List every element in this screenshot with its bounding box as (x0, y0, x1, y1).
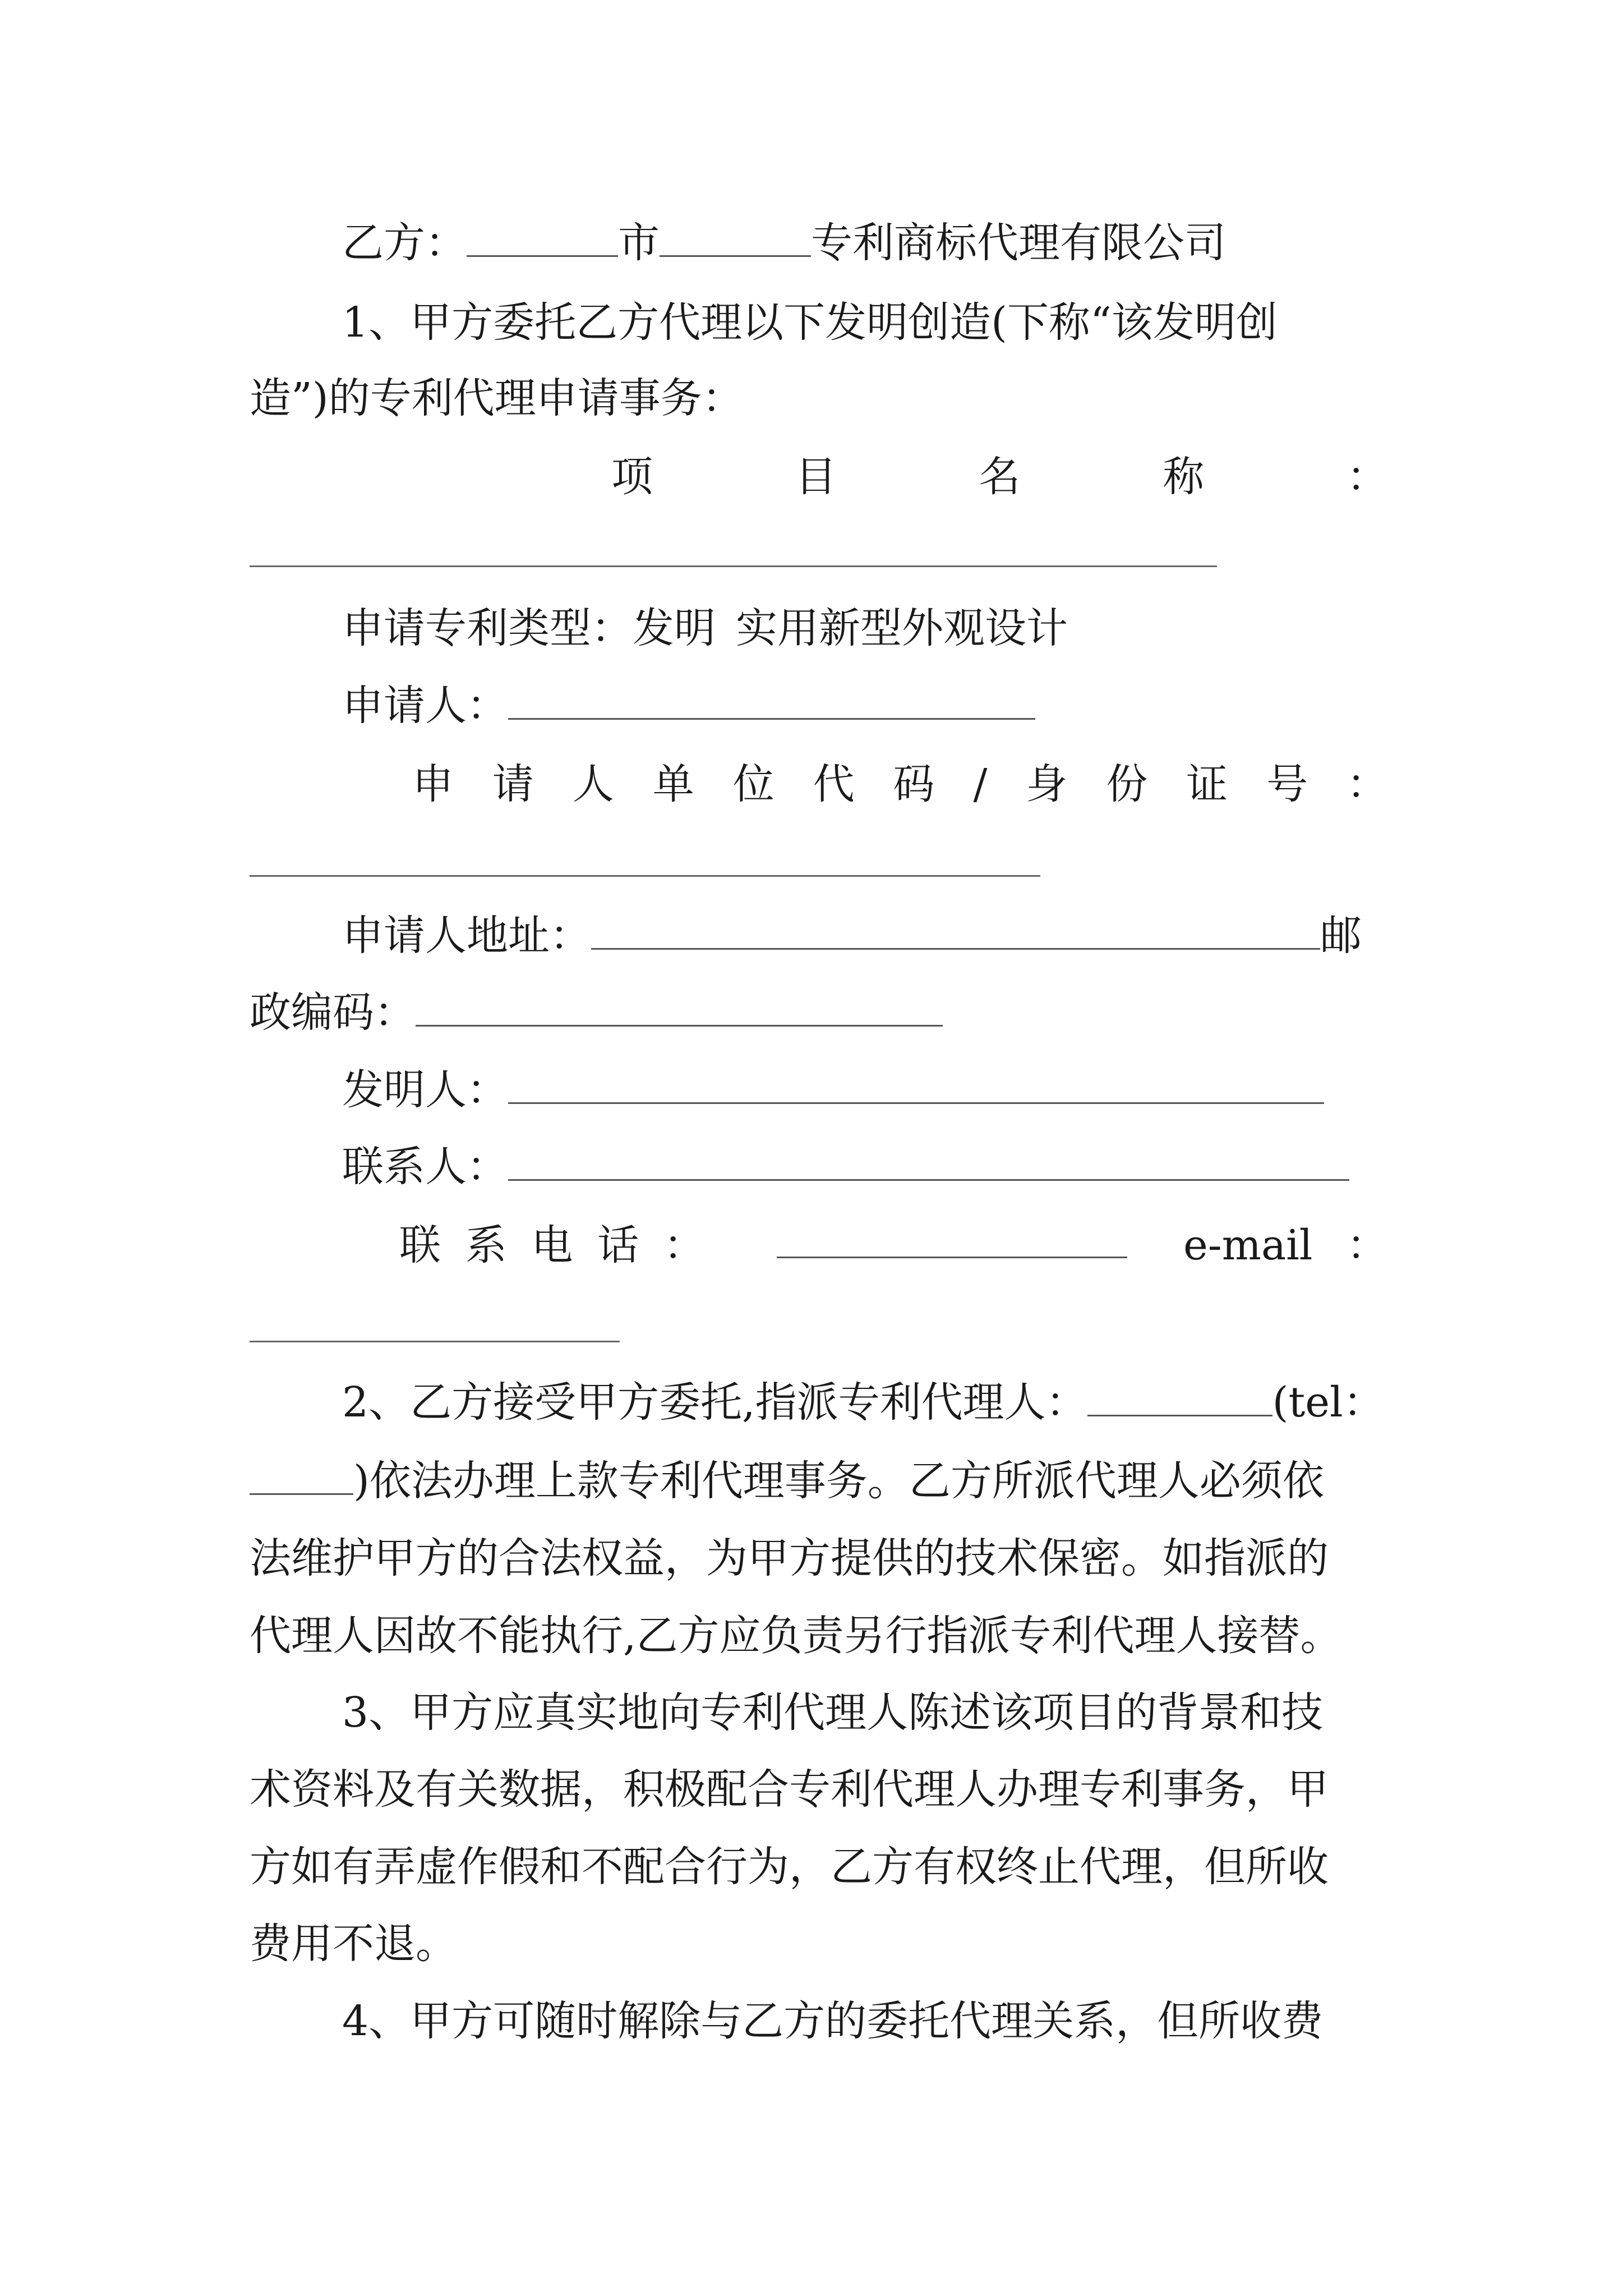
patent-type-line (342, 600, 1388, 656)
party-b-line (342, 215, 1388, 271)
applicant-id-char: 位 (732, 760, 774, 808)
agent-name-blank[interactable] (1087, 1375, 1272, 1416)
applicant-id-char: 人 (572, 760, 614, 808)
agent-tel-blank[interactable] (250, 1454, 353, 1495)
applicant-label: 申请人： (342, 682, 508, 730)
applicant-id-char: 申 (412, 760, 454, 808)
inventor-line (342, 1062, 1388, 1118)
patent-type-utility-design: 实用新型外观设计 (736, 604, 1068, 652)
project-name-blank[interactable] (250, 565, 1217, 567)
applicant-address-label: 申请人地址： (342, 912, 591, 960)
clause4-line1: 4、甲方可随时解除与乙方的委托代理关系，但所收费 (342, 1997, 1324, 2045)
phone-blank[interactable] (777, 1217, 1127, 1258)
postal-code-label-part1: 邮 (1320, 912, 1362, 960)
project-name-char: ： (1347, 453, 1388, 501)
contact-label: 联系人： (342, 1143, 508, 1191)
contact-line (342, 1139, 1388, 1195)
contact-blank[interactable] (508, 1140, 1349, 1181)
project-name-label (611, 449, 1388, 505)
clause2-line2-text: )依法办理上款专利代理事务。乙方所派代理人必须依 (353, 1457, 1324, 1505)
phone-label-char: 联 (399, 1221, 441, 1269)
applicant-id-char: 身 (1026, 760, 1068, 808)
city-suffix: 市 (618, 219, 660, 267)
applicant-id-char: / (973, 760, 988, 808)
postal-code-blank[interactable] (416, 986, 943, 1027)
clause2-text-a: 2、乙方接受甲方委托,指派专利代理人： (342, 1378, 1087, 1427)
clause2-line3: 法维护甲方的合法权益，为甲方提供的技术保密。如指派的 (250, 1534, 1329, 1582)
applicant-id-char: 号 (1266, 760, 1308, 808)
applicant-id-char: 代 (813, 760, 855, 808)
patent-type-invention: 发明 (633, 604, 716, 652)
applicant-id-blank[interactable] (250, 875, 1040, 877)
email-blank[interactable] (250, 1341, 620, 1342)
applicant-id-char: 单 (652, 760, 694, 808)
clause3-line3: 方如有弄虚作假和不配合行为，乙方有权终止代理，但所收 (250, 1843, 1329, 1891)
party-b-label: 乙方： (342, 219, 467, 267)
clause1-line2: 造”)的专利代理申请事务： (250, 374, 744, 422)
applicant-id-char: 码 (893, 760, 935, 808)
applicant-id-char: 份 (1106, 760, 1148, 808)
inventor-blank[interactable] (508, 1063, 1324, 1104)
email-colon: ： (1347, 1221, 1388, 1269)
project-name-char: 项 (611, 453, 653, 501)
phone-label-char: ： (663, 1221, 705, 1269)
phone-email-line (399, 1217, 1388, 1273)
clause2-line2 (250, 1453, 1388, 1509)
applicant-address-line (342, 908, 1388, 964)
postal-code-line (250, 984, 1388, 1041)
clause3-line1: 3、甲方应真实地向专利代理人陈述该项目的背景和技 (342, 1688, 1324, 1737)
company-name-blank[interactable] (660, 216, 811, 257)
city-blank[interactable] (467, 216, 618, 257)
project-name-char: 目 (795, 453, 837, 501)
phone-label (399, 1217, 705, 1273)
clause3-line2: 术资料及有关数据，积极配合专利代理人办理专利事务，甲 (250, 1765, 1329, 1814)
applicant-blank[interactable] (508, 679, 1035, 720)
email-label: e-mail (1183, 1221, 1313, 1269)
company-suffix: 专利商标代理有限公司 (811, 219, 1226, 267)
patent-type-label: 申请专利类型： (342, 604, 633, 652)
clause2-line4: 代理人因故不能执行,乙方应负责另行指派专利代理人接替。 (250, 1612, 1342, 1660)
applicant-id-char: ： (1347, 760, 1388, 808)
applicant-line (342, 678, 1388, 734)
project-name-char: 名 (979, 453, 1021, 501)
applicant-id-char: 证 (1186, 760, 1228, 808)
clause2-tel-label: (tel： (1272, 1378, 1385, 1427)
phone-label-char: 话 (597, 1221, 639, 1269)
clause3-line4: 费用不退。 (250, 1920, 457, 1968)
clause2-line1 (342, 1374, 1388, 1430)
applicant-id-label (412, 756, 1388, 812)
phone-label-char: 系 (465, 1221, 507, 1269)
phone-label-char: 电 (531, 1221, 573, 1269)
postal-code-label-part2: 政编码： (250, 988, 416, 1037)
applicant-id-char: 请 (492, 760, 534, 808)
inventor-label: 发明人： (342, 1066, 508, 1114)
applicant-address-blank[interactable] (591, 909, 1320, 950)
clause1-line1: 1、甲方委托乙方代理以下发明创造(下称“该发明创 (342, 298, 1278, 347)
project-name-char: 称 (1163, 453, 1205, 501)
